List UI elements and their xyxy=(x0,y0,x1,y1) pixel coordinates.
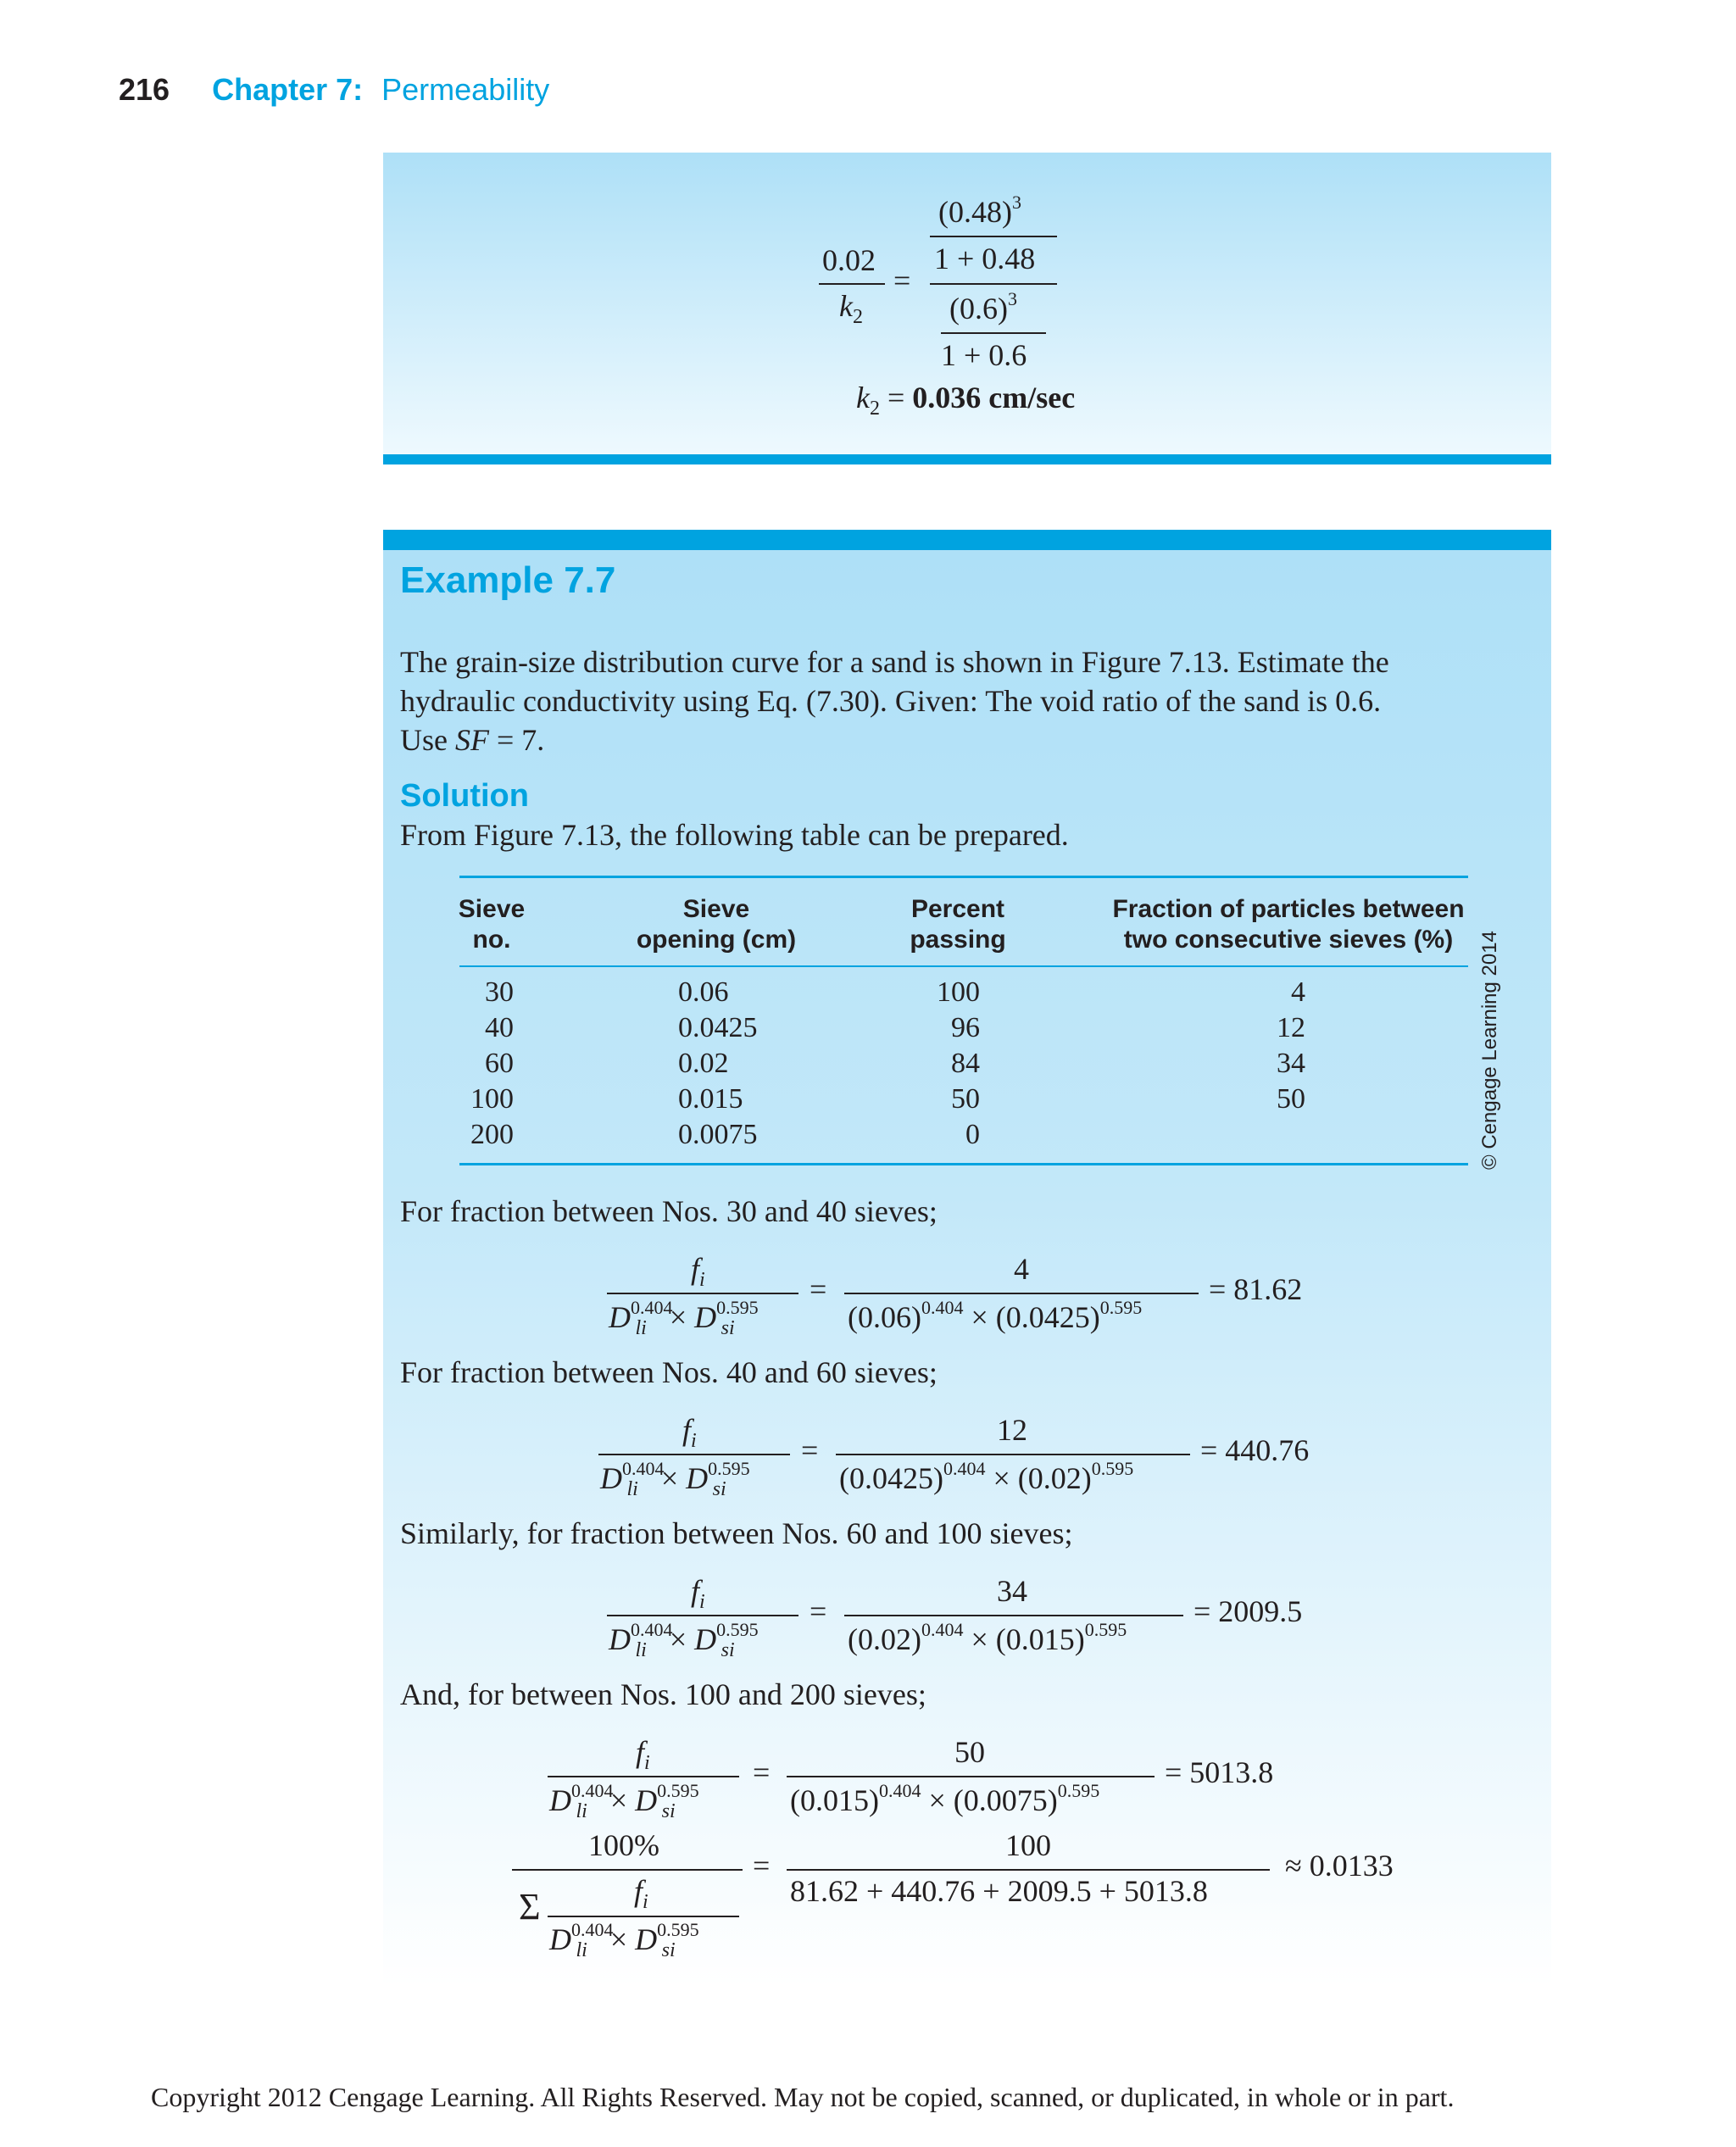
chapter-title: Permeability xyxy=(381,72,550,107)
solution-intro: From Figure 7.13, the following table can be prepared. xyxy=(400,818,1069,852)
page-number: 216 xyxy=(119,72,170,107)
step-1-text: For fraction between Nos. 30 and 40 sieves; xyxy=(400,1194,938,1228)
equals-sign: = xyxy=(893,264,911,298)
sigma-symbol: Σ xyxy=(519,1886,541,1927)
top-fraction-denominator: 1 + 0.48 xyxy=(934,242,1036,275)
copyright-notice: Copyright 2012 Cengage Learning. All Rights Reserved. May not be copied, scanned, or duplicated, in whole or in part. xyxy=(151,2082,1455,2112)
header-fraction-between: Fraction of particles between two consecutive sieves (%) xyxy=(1112,895,1465,954)
lhs-numerator: 0.02 xyxy=(822,243,876,277)
bottom-inner-fraction-bar xyxy=(941,332,1046,334)
header-sieve-no: Sieve no. xyxy=(458,895,526,954)
lhs-fraction-bar xyxy=(819,283,885,285)
bottom-fraction-denominator: 1 + 0.6 xyxy=(941,338,1027,372)
solution-heading: Solution xyxy=(400,778,529,814)
step-3-text: Similarly, for fraction between Nos. 60 and 100 sieves; xyxy=(400,1516,1073,1550)
running-header xyxy=(119,71,549,108)
chapter-label: Chapter 7: xyxy=(212,72,364,107)
example-title: Example 7.7 xyxy=(400,559,616,601)
step-4-text: And, for between Nos. 100 and 200 sieves; xyxy=(400,1677,926,1711)
problem-line-3: Use SF = 7. xyxy=(400,723,545,757)
result-line: $k_2 = 0.036$ cm/sec xyxy=(856,381,1076,420)
top-fraction-numerator: $(0.48)^3$ xyxy=(938,192,1021,229)
main-fraction-bar xyxy=(930,283,1057,285)
header-sieve-opening: Sieve opening (cm) xyxy=(636,895,797,954)
lhs-denominator: $k_2$ xyxy=(839,289,863,328)
image-credit: © Cengage Learning 2014 xyxy=(1478,931,1501,1170)
table-top-rule xyxy=(459,876,1468,878)
previous-example-box xyxy=(383,153,1551,464)
bottom-fraction-numerator: $(0.6)^3$ xyxy=(949,288,1017,325)
table-bottom-rule xyxy=(459,1163,1468,1165)
problem-line-2: hydraulic conductivity using Eq. (7.30). Given: The void ratio of the sand is 0.6. xyxy=(400,684,1382,718)
table-header-rule xyxy=(459,965,1468,967)
header-percent-passing: Percent passing xyxy=(910,895,1006,954)
problem-line-1: The grain-size distribution curve for a sand is shown in Figure 7.13. Estimate the xyxy=(400,645,1389,679)
top-inner-fraction-bar xyxy=(930,236,1057,237)
step-2-text: For fraction between Nos. 40 and 60 sieves; xyxy=(400,1355,938,1389)
